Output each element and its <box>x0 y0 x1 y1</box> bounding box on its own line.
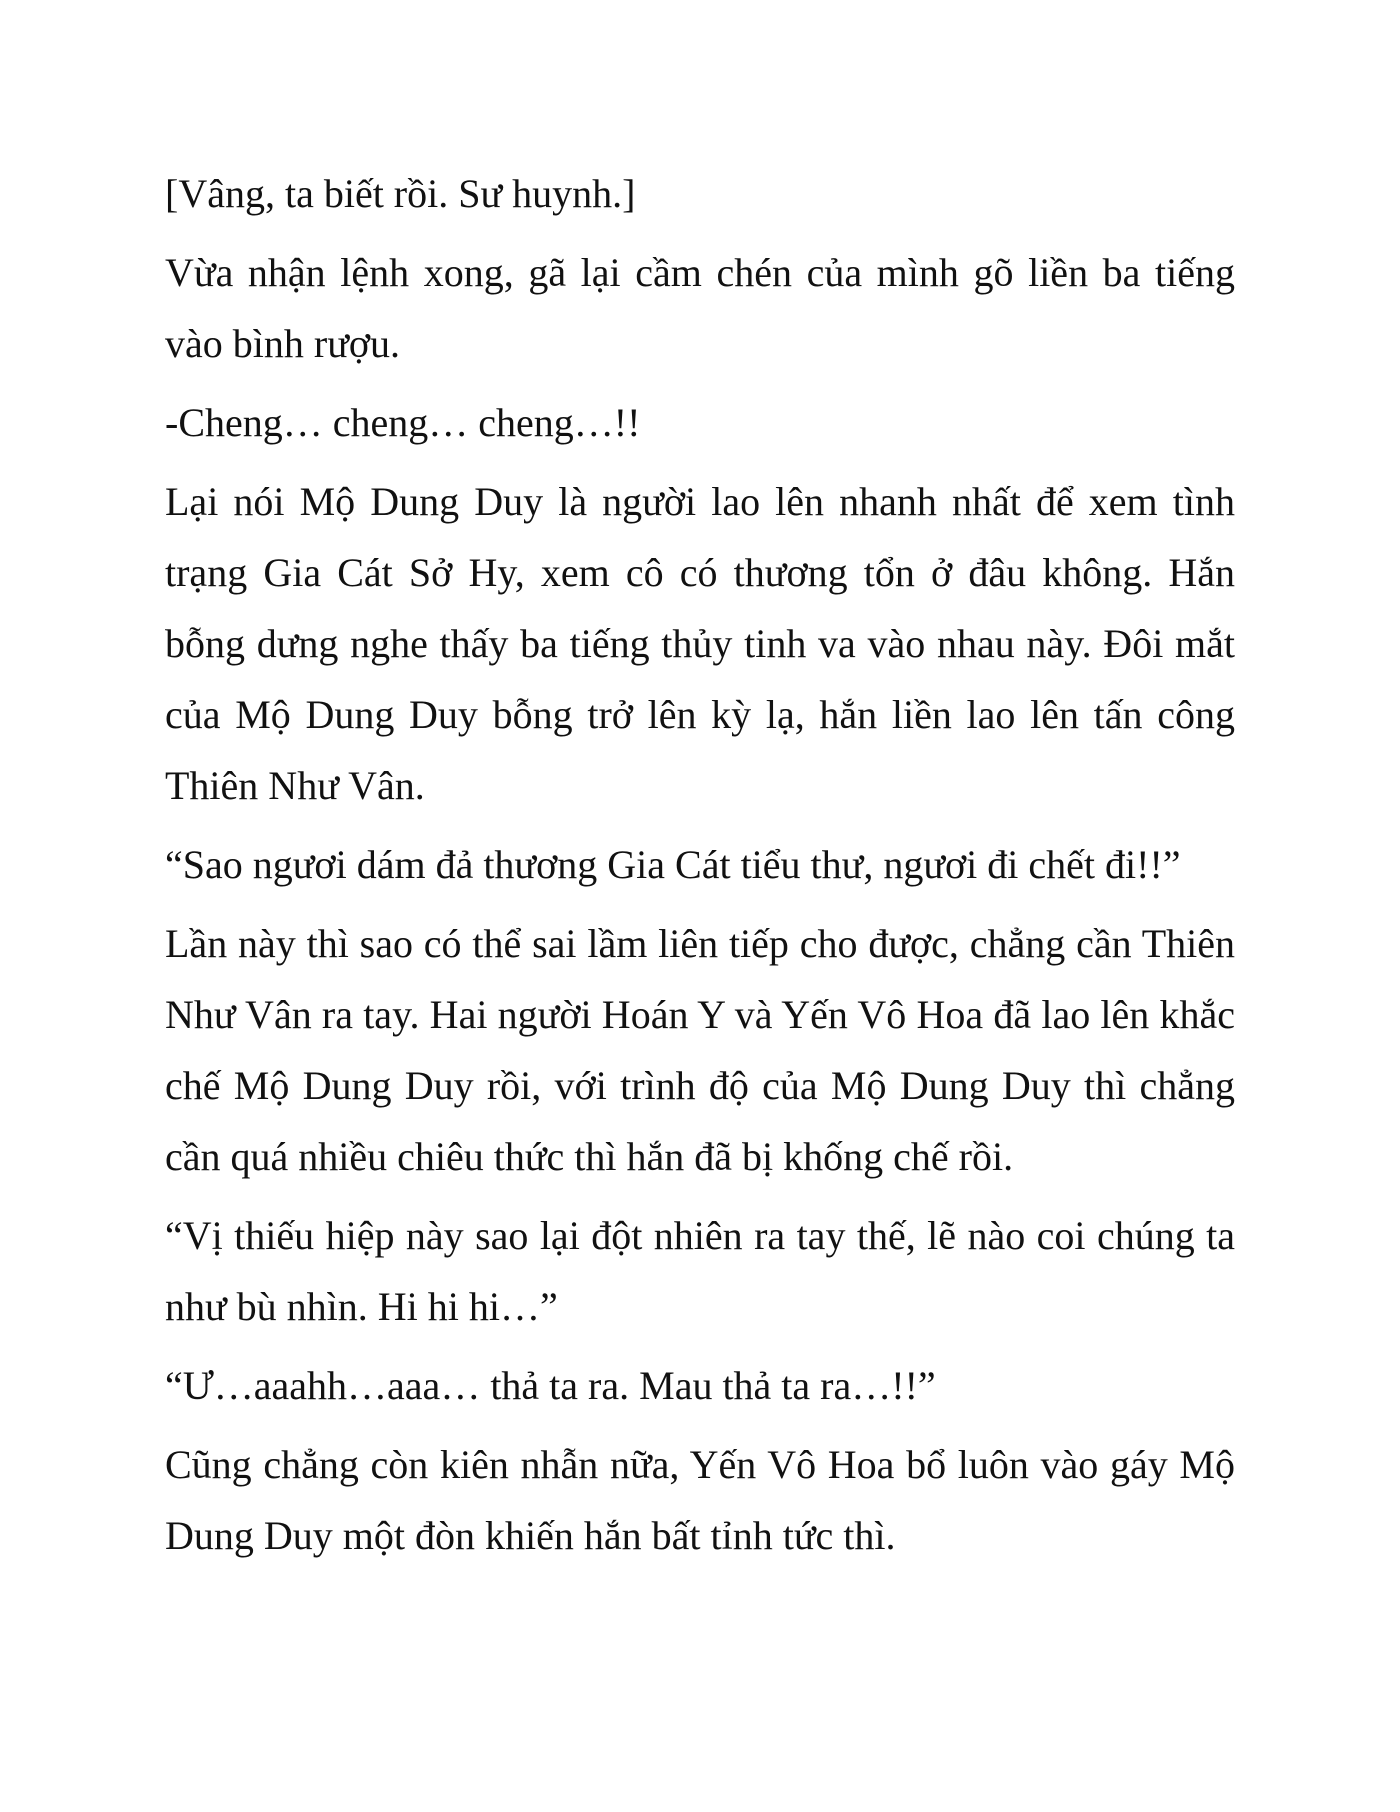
paragraph: “Sao ngươi dám đả thương Gia Cát tiểu thư, ngươi đi chết đi!!” <box>165 842 1181 887</box>
document-page <box>165 158 1235 1579</box>
paragraph: Vừa nhận lệnh xong, gã lại cầm chén của mình gõ liền ba tiếng vào bình rượu. <box>165 250 1235 366</box>
paragraph: Lần này thì sao có thể sai lầm liên tiếp cho được, chẳng cần Thiên Như Vân ra tay. Hai người Hoán Y và Yến Vô Hoa đã lao lên khắc chế Mộ Dung Duy rồi, với trình độ của Mộ Dung Duy thì chẳng cần quá nhiều chiêu thức thì hắn đã bị khống chế rồi. <box>165 921 1235 1179</box>
paragraph: Cũng chẳng còn kiên nhẫn nữa, Yến Vô Hoa bổ luôn vào gáy Mộ Dung Duy một đòn khiến hắn bất tỉnh tức thì. <box>165 1442 1235 1558</box>
paragraph: -Cheng… cheng… cheng…!! <box>165 400 641 445</box>
paragraph: “Vị thiếu hiệp này sao lại đột nhiên ra tay thế, lẽ nào coi chúng ta như bù nhìn. Hi hi hi…” <box>165 1213 1235 1329</box>
paragraph: [Vâng, ta biết rồi. Sư huynh.] <box>165 171 636 216</box>
paragraph: Lại nói Mộ Dung Duy là người lao lên nhanh nhất để xem tình trạng Gia Cát Sở Hy, xem cô có thương tổn ở đâu không. Hắn bỗng dưng nghe thấy ba tiếng thủy tinh va vào nhau này. Đôi mắt của Mộ Dung Duy bỗng trở lên kỳ lạ, hắn liền lao lên tấn công Thiên Như Vân. <box>165 479 1235 808</box>
paragraph: “Ư…aaahh…aaa… thả ta ra. Mau thả ta ra…!!” <box>165 1363 936 1408</box>
